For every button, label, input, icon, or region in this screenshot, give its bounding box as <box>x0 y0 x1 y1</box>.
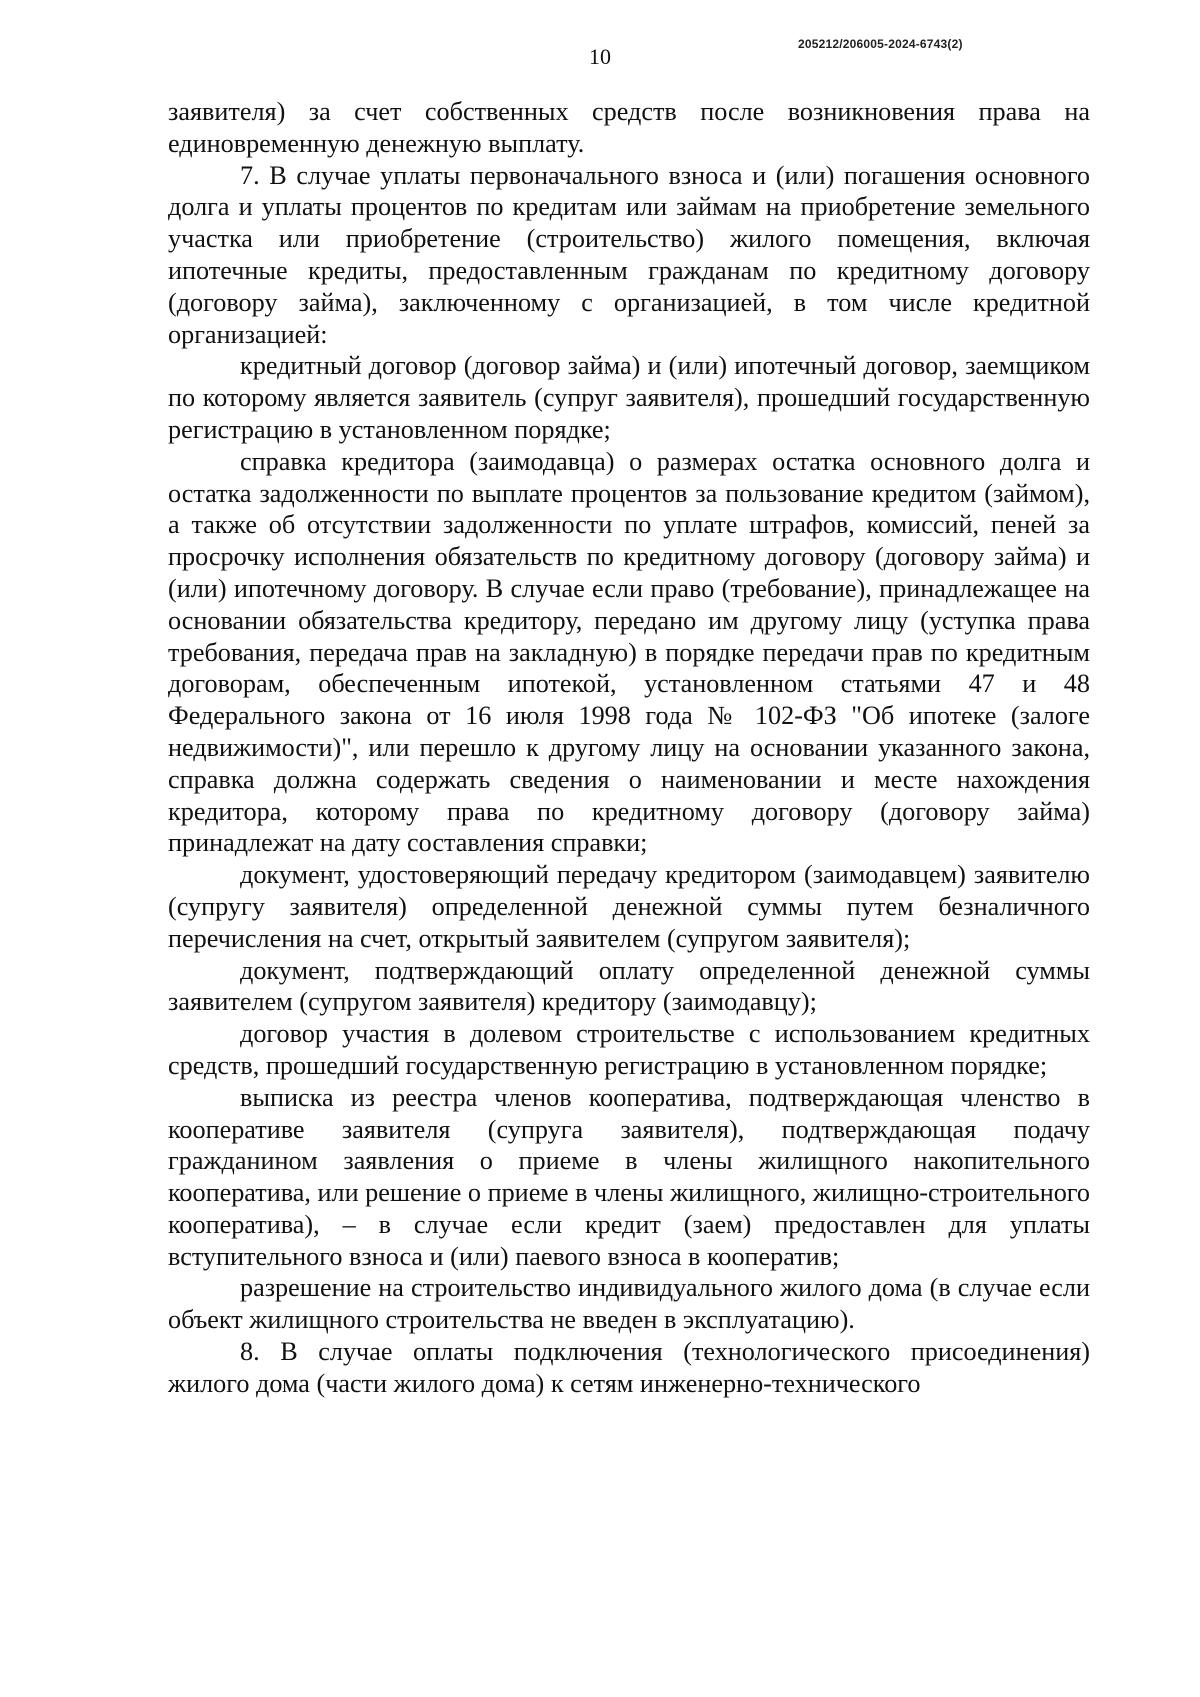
paragraph-payment-document: документ, подтверждающий оплату определенной денежной суммы заявителем (супругом заявителя) кредитору (заимодавцу); <box>168 955 1090 1017</box>
paragraph-credit-agreement: кредитный договор (договор займа) и (или) ипотечный договор, заемщиком по которому является заявитель (супруг заявителя), прошедший государственную регистрацию в установленном порядке; <box>168 351 1090 444</box>
page-number: 10 <box>589 44 611 69</box>
document-body <box>168 96 1090 1400</box>
paragraph-building-permit: разрешение на строительство индивидуального жилого дома (в случае если объект жилищного строительства не введен в эксплуатацию). <box>168 1273 1090 1335</box>
paragraph-item-7: 7. В случае уплаты первоначального взноса и (или) погашения основного долга и уплаты процентов по кредитам или займам на приобретение земельного участка или приобретение (строительство) жилого помещения, включая ипотечные кредиты, предоставленным гражданам по кредитному договору (договору займа), заключенному с организацией, в том числе кредитной организацией: <box>168 160 1090 349</box>
paragraph-item-8: 8. В случае оплаты подключения (технологического присоединения) жилого дома (части жилого дома) к сетям инженерно-технического <box>168 1337 1090 1398</box>
paragraph-continuation: заявителя) за счет собственных средств после возникновения права на единовременную денежную выплату. <box>168 97 1090 158</box>
paragraph-transfer-document: документ, удостоверяющий передачу кредитором (заимодавцем) заявителю (супругу заявителя) определенной денежной суммы путем безналичного перечисления на счет, открытый заявителем (супругом заявителя); <box>168 860 1090 953</box>
paragraph-creditor-certificate: справка кредитора (заимодавца) о размерах остатка основного долга и остатка задолженности по выплате процентов за пользование кредитом (займом), а также об отсутствии задолженности по уплате штрафов, комиссий, пеней за просрочку исполнения обязательств по кредитному договору (договору займа) и (или) ипотечному договору. В случае если право (требование), принадлежащее на основании обязательства кредитору, передано им другому лицу (уступка права требования, передача прав на закладную) в порядке передачи прав по кредитным договорам, обеспеченным ипотекой, установленном статьями 47 и 48 Федерального закона от 16 июля 1998 года № 102-ФЗ "Об ипотеке (залоге недвижимости)", или перешло к другому лицу на основании указанного закона, справка должна содержать сведения о наименовании и месте нахождения кредитора, которому права по кредитному договору (договору займа) принадлежат на дату составления справки; <box>168 446 1090 858</box>
paragraph-shared-construction: договор участия в долевом строительстве с использованием кредитных средств, прошедший государственную регистрацию в установленном порядке; <box>168 1019 1090 1080</box>
paragraph-cooperative-extract: выписка из реестра членов кооператива, подтверждающая членство в кооперативе заявителя (супруга заявителя), подтверждающая подачу гражданином заявления о приеме в члены жилищного накопительного кооператива, или решение о приеме в члены жилищного, жилищно-строительного кооператива), – в случае если кредит (заем) предоставлен для уплаты вступительного взноса и (или) паевого взноса в кооператив; <box>168 1082 1090 1271</box>
document-id: 205212/206005-2024-6743(2) <box>798 37 963 51</box>
